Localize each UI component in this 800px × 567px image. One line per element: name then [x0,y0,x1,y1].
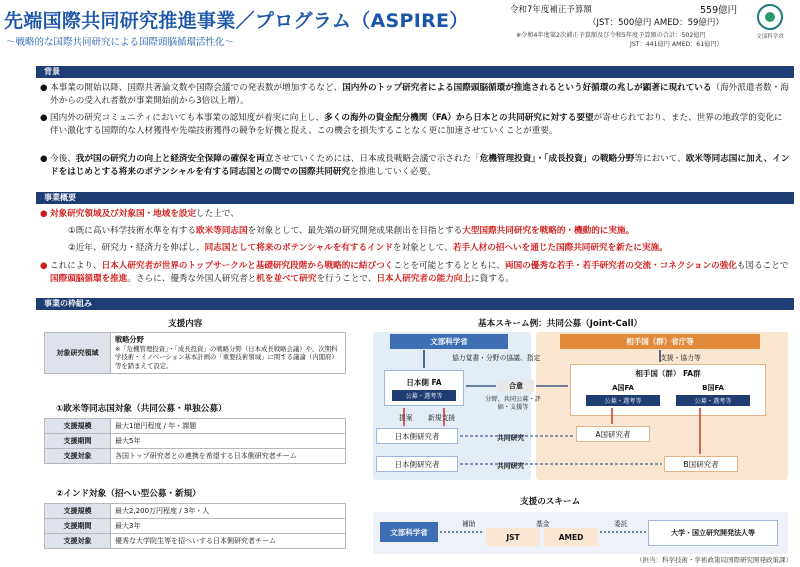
joint-research-2: 共同研究 [497,462,525,470]
t1-v0: 最大1億円程度 / 年・課題 [111,419,346,434]
ss-hojo: 補助 [462,520,476,528]
background-bullet-3: ● 今後、我が国の研究力の向上と経済安全保障の確保を両立させていくためには、日本成長戦略会議で示された「危機管理投資」・「成長投資」の戦略分野等において、欧米等同志国に加え、インドをはじめとする将来のポテンシャルを有する同志国との間での国際共同研究を推進していく必要。 [40,154,790,178]
t2-v2: 優秀な大学院生等を招へいする日本側研究者チーム [111,534,346,549]
t2-table [44,503,346,549]
teian-label: 提案 [399,414,413,422]
field-cell [111,333,346,374]
a-koubo: 公募・選考等 [586,395,660,406]
shinki-label: 新規支援 [428,414,456,422]
partner-box: 相手国（群）省庁等 [560,334,760,349]
t1-k2: 支援対象 [45,449,111,464]
budget-split: （JST：500億円 AMED：59億円） [588,18,724,28]
page-title: 先端国際共同研究推進事業／プログラム（ASPIRE） [4,10,469,32]
t2-k1: 支援期間 [45,519,111,534]
mext-logo-icon [757,4,783,30]
mext-box: 文部科学省 [390,334,508,349]
support-title: 支援内容 [168,319,203,329]
jp-team-1: 日本側研究者 [376,428,458,444]
b-team: B国研究者 [664,456,738,472]
ss-amed: AMED [544,528,598,546]
ss-itaku: 委託 [614,520,628,528]
background-bullet-2: ● 国内外の研究コミュニティにおいても本事業の認知度が着実に向上し、多くの海外の資金配分機関（FA）から日本との共同研究に対する要望が寄せられており、また、世界の地政学的変化に伴い激化する国際的な人材獲得や先端技術獲得の競争を好機と捉え、この機会を損失することなく更に加速させていくことが重要。 [40,113,783,137]
jp-team-2: 日本側研究者 [376,456,458,472]
b-fa: B国FA [702,383,724,392]
partner-fa-box: 相手国（群） FA群 [570,364,766,416]
background-bullet-1: ● 本事業の開始以降、国際共著論文数や国際会議での発表数が増加するなど、国内外のトップ研究者による国際頭脳循環が推進されるという好循環の兆しが顕著に現れている（海外派遣者数・海外からの受入れ者数が事業開始前から3倍以上増）。 [40,83,789,107]
joint-research-1: 共同研究 [497,434,525,442]
partner-arrow-label: 支援・協力等 [660,354,701,362]
t1-table [44,418,346,464]
t1-v1: 最大5年 [111,434,346,449]
a-fa: A国FA [612,383,634,392]
outline-sub-2: ②近年、研究力・経済力を伸ばし、同志国として将来のポテンシャルを有するインドを対象として、若手人材の招へいを通じた国際共同研究を新たに実施。 [68,243,668,253]
support-scheme-title: 支援のスキーム [520,497,581,507]
section-outline: 事業概要 [36,192,794,204]
t2-k2: 支援対象 [45,534,111,549]
mid-text: 分野、共同公募・評価・支援等 [485,396,541,411]
jp-koubo: 公募・選考等 [392,390,456,401]
ss-kikin: 基金 [536,520,550,528]
section-background: 背景 [36,66,794,78]
scheme-title: 基本スキーム例：共同公募（Joint-Call） [478,319,643,329]
ss-jst: JST [486,528,540,546]
t1-title: ①欧米等同志国対象（共同公募・単独公募） [56,404,227,414]
field-head: 対象研究領域 [45,333,111,374]
field-title: 戦略分野 [115,335,144,344]
field-text: ※「危機管理投資」・「成長投資」の戦略分野（日本成長戦略会議）や、次期科学技術・イノベーション基本計画の「重要技術領域」に関する議論（内閣府）等を踏まえて設定。 [115,344,338,370]
t2-k0: 支援規模 [45,504,111,519]
outline-bullet-1: ● 対象研究領域及び対象国・地域を設定した上で、 [40,209,239,219]
t1-k0: 支援規模 [45,419,111,434]
logo-text: 文部科学省 [756,34,784,40]
t2-title: ②インド対象（招へい型公募・新規） [56,489,201,499]
t2-v1: 最大3年 [111,519,346,534]
budget-prev2: JST：441億円 AMED：61億円） [630,41,723,48]
budget-total: 559億円 [700,5,738,16]
t2-v0: 最大2,200万円程度 / 3年・人 [111,504,346,519]
t1-k1: 支援期間 [45,434,111,449]
agreement-box: 合意 [498,380,534,392]
budget-label: 令和7年度補正予算額 [510,5,592,15]
ss-mext: 文部科学省 [380,522,438,542]
section-framework: 事業の枠組み [36,298,794,310]
jp-fa-box: 日本側 FA [384,370,464,406]
outline-sub-1: ①既に高い科学技術水準を有する欧米等同志国を対象として、最先端の研究開発成果創出を目指とする大型国際共同研究を戦略的・機動的に実施。 [68,226,635,236]
t1-v2: 各国トップ研究者との連携を希望する日本側研究者チーム [111,449,346,464]
a-team: A国研究者 [576,426,650,442]
budget-prev1: ※令和4年度第2次補正予算額及び令和5年度予算額の合計：502億円 [516,32,706,39]
ss-univ: 大学・国立研究開発法人等 [648,520,778,546]
b-koubo: 公募・選考等 [676,395,750,406]
footer-note: （担当：科学技術・学術政策局国際研究開発政策課） [636,556,792,564]
mext-arrow-label: 協力覚書・分野の協議、指定 [452,354,541,362]
outline-bullet-2: ● これにより、日本人研究者が世界のトップサークルと基礎研究段階から戦略的に結びつくことを可能とするとともに、両国の優秀な若手・若手研究者の交流・コネクションの強化も図ることで国際頭脳循環を推進。さらに、優秀な外国人研究者と机を並べて研究を行うことで、日本人研究者の能力向上に資する。 [40,261,789,285]
field-table [44,332,346,374]
mext-logo [750,4,790,48]
page-subtitle: ～戦略的な国際共同研究による国際頭脳循環活性化～ [6,37,235,48]
